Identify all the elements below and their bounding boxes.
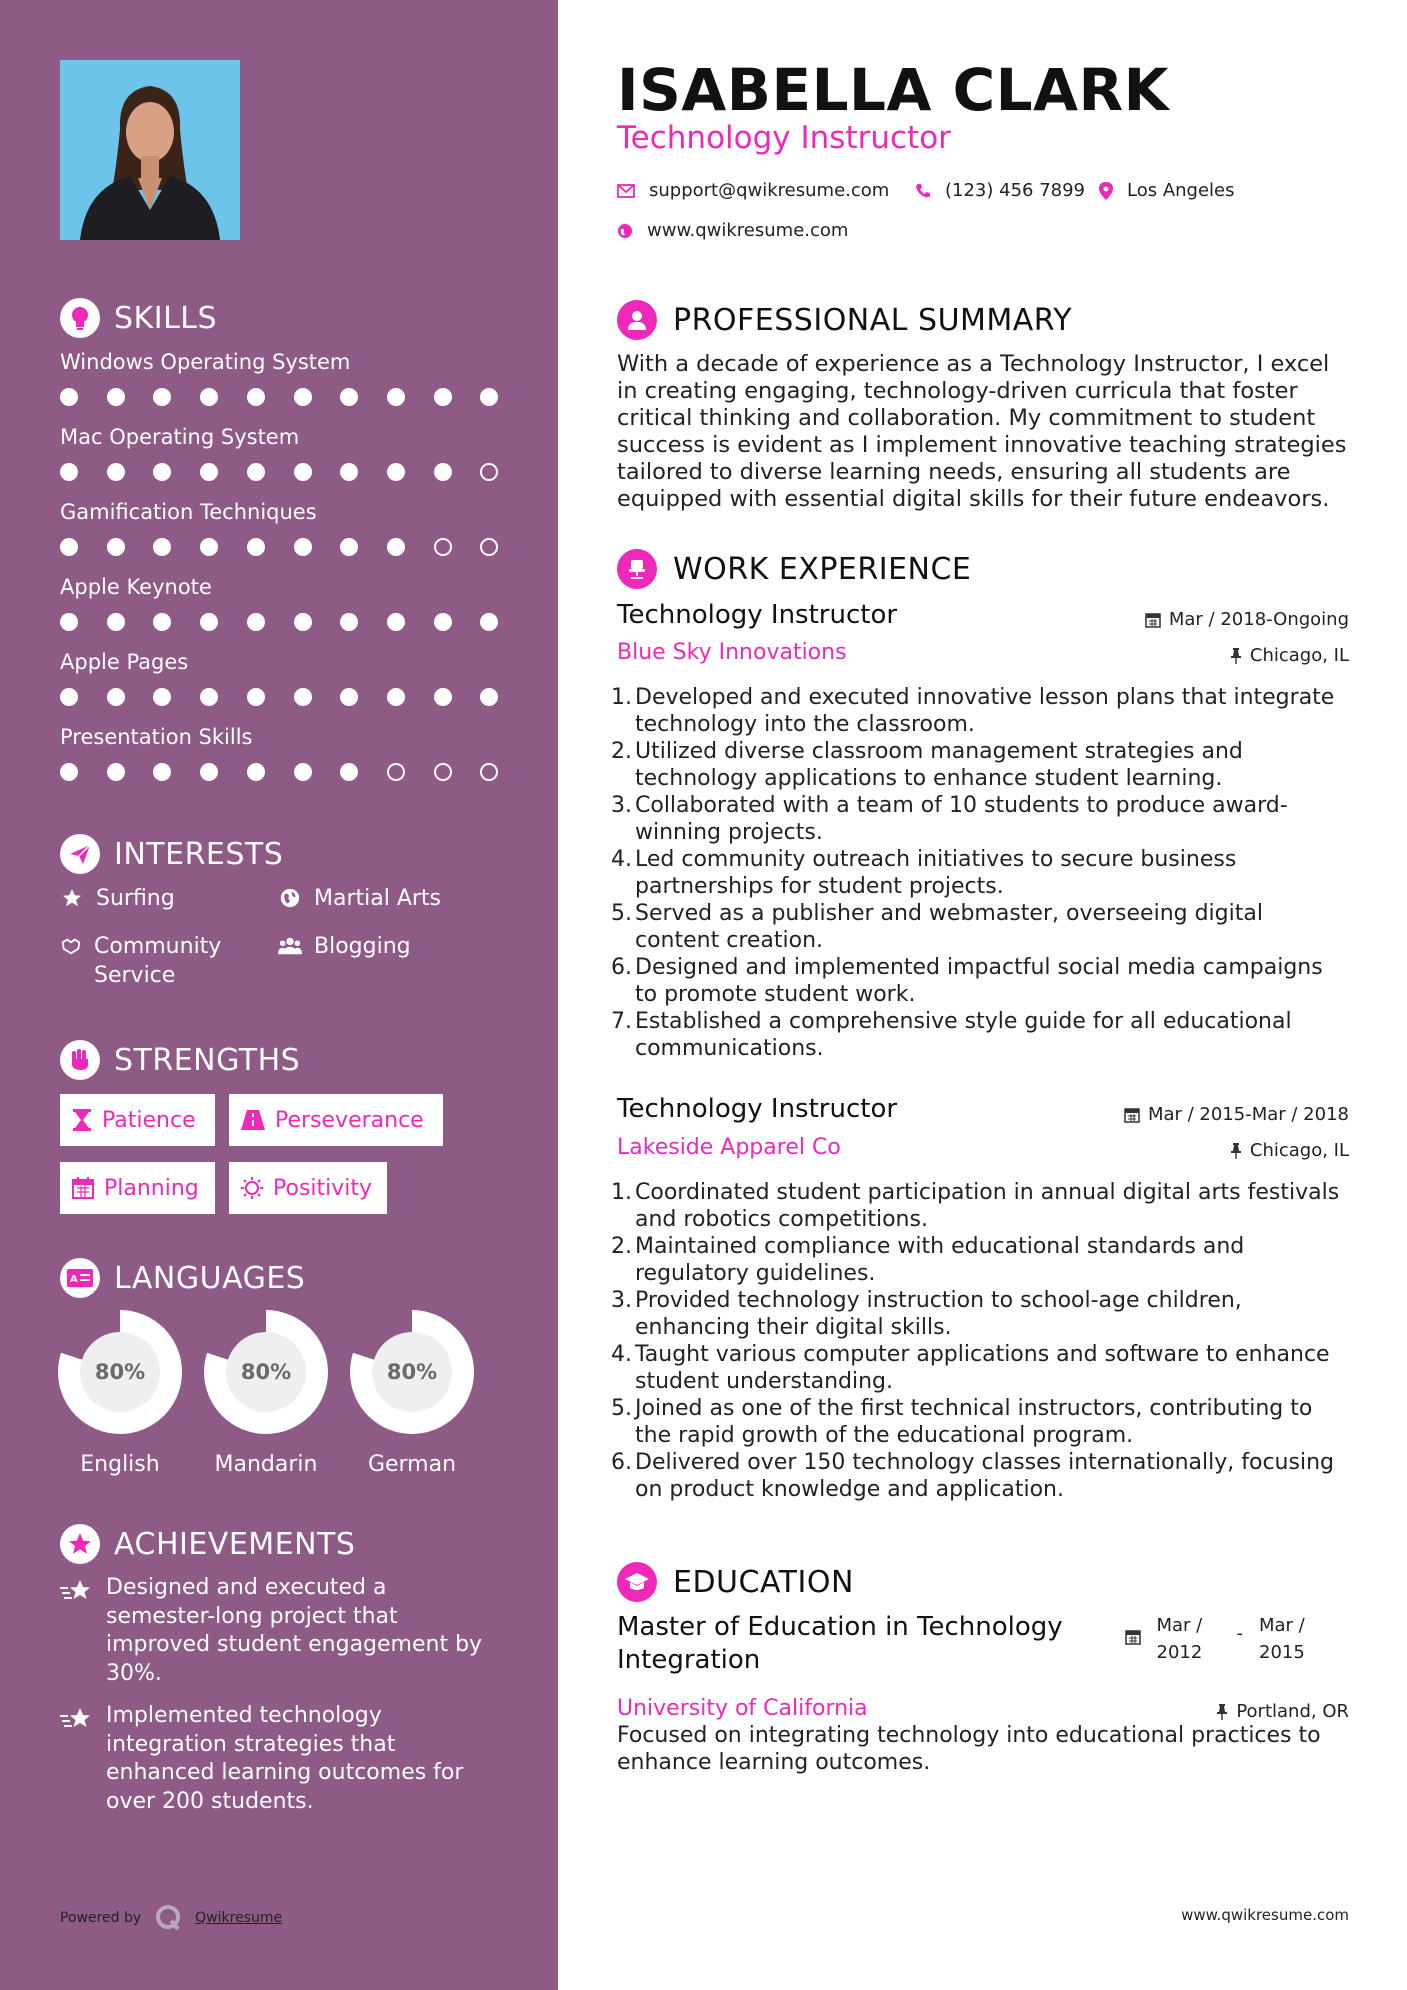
skill-name: Presentation Skills xyxy=(60,725,253,749)
languages-title: LANGUAGES xyxy=(114,1260,306,1296)
rating-dot-filled xyxy=(387,538,405,556)
qwikresume-link[interactable]: Qwikresume xyxy=(195,1910,283,1926)
rating-dot-filled xyxy=(60,763,78,781)
skill-item xyxy=(60,425,500,485)
strength-chip-patience: Patience xyxy=(60,1094,215,1146)
sidebar xyxy=(0,0,558,1990)
skill-item xyxy=(60,500,500,560)
strengths-title: STRENGTHS xyxy=(114,1042,301,1078)
contact-phone[interactable]: (123) 456 7899 xyxy=(915,180,1085,201)
rating-dot-filled xyxy=(200,388,218,406)
phone-icon xyxy=(915,183,931,199)
rating-dot-filled xyxy=(294,688,312,706)
rating-dot-empty xyxy=(480,763,498,781)
rating-dot-filled xyxy=(60,688,78,706)
skills-title: SKILLS xyxy=(114,300,218,336)
education-description: Focused on integrating technology into educational practices to enhance learning outcomes. xyxy=(617,1723,1321,1775)
job-title: Technology Instructor xyxy=(617,600,898,630)
rating-dot-filled xyxy=(200,763,218,781)
powered-by xyxy=(60,1903,282,1933)
rating-dot-empty xyxy=(434,538,452,556)
map-pin-icon xyxy=(1099,182,1113,200)
work-experience-title: WORK EXPERIENCE xyxy=(673,551,972,587)
globe-icon xyxy=(617,223,633,239)
shooting-star-icon xyxy=(60,1574,92,1688)
rating-dot-filled xyxy=(294,388,312,406)
rating-dot-filled xyxy=(153,463,171,481)
rating-dot-filled xyxy=(340,688,358,706)
skill-rating xyxy=(60,536,500,560)
job-bullet: Coordinated student participation in annual digital arts festivals and robotics competitions. xyxy=(635,1180,1340,1232)
pushpin-icon xyxy=(1216,1704,1228,1720)
skill-item xyxy=(60,350,500,410)
education-dates xyxy=(1125,1612,1324,1666)
school-name: University of California xyxy=(617,1696,868,1721)
svg-text:A: A xyxy=(70,1274,78,1285)
job-bullet: Provided technology instruction to school-age children, enhancing their digital skills. xyxy=(635,1288,1242,1340)
road-icon xyxy=(241,1110,265,1130)
job-bullet: Served as a publisher and webmaster, overseeing digital content creation. xyxy=(635,901,1263,953)
language-name: German xyxy=(367,1452,457,1477)
rating-dot-filled xyxy=(60,388,78,406)
interests-heading xyxy=(60,834,283,874)
sun-icon xyxy=(241,1177,263,1199)
rating-dot-filled xyxy=(247,688,265,706)
skill-name: Apple Keynote xyxy=(60,575,212,599)
rating-dot-filled xyxy=(434,388,452,406)
language-name: Mandarin xyxy=(214,1452,318,1477)
skill-name: Apple Pages xyxy=(60,650,189,674)
achievement-item: Designed and executed a semester-long project that improved student engagement by 30%. xyxy=(60,1574,500,1688)
rating-dot-filled xyxy=(107,763,125,781)
rating-dot-filled xyxy=(434,463,452,481)
user-icon xyxy=(617,300,657,340)
interest-item-martial-arts: Martial Arts xyxy=(278,884,441,913)
rating-dot-filled xyxy=(434,688,452,706)
skill-item xyxy=(60,725,500,785)
envelope-icon xyxy=(617,184,635,198)
strengths-heading xyxy=(60,1040,300,1080)
paper-plane-icon xyxy=(60,834,100,874)
language-level-ring xyxy=(350,1310,474,1434)
rating-dot-filled xyxy=(60,613,78,631)
achievement-item: Implemented technology integration strategies that enhanced learning outcomes for over 200 students. xyxy=(60,1702,500,1816)
job-dates: Mar / 2015-Mar / 2018 xyxy=(1124,1104,1349,1125)
education-title: EDUCATION xyxy=(673,1564,854,1600)
rating-dot-filled xyxy=(294,613,312,631)
skill-rating xyxy=(60,611,500,635)
rating-dot-filled xyxy=(153,538,171,556)
rating-dot-filled xyxy=(340,763,358,781)
candidate-name: ISABELLA CLARK xyxy=(617,56,1170,124)
rating-dot-filled xyxy=(480,613,498,631)
globe-icon xyxy=(278,884,302,910)
job-bullet: Established a comprehensive style guide for all educational communications. xyxy=(635,1009,1292,1061)
language-percent: 80% xyxy=(372,1332,452,1412)
award-star-icon xyxy=(60,1524,100,1564)
rating-dot-filled xyxy=(480,688,498,706)
rating-dot-empty xyxy=(387,763,405,781)
job-title: Technology Instructor xyxy=(617,1094,898,1124)
rating-dot-empty xyxy=(480,538,498,556)
rating-dot-filled xyxy=(107,538,125,556)
calendar-icon xyxy=(72,1177,94,1199)
strength-chip-planning: Planning xyxy=(60,1162,215,1214)
job-bullet: Designed and implemented impactful social media campaigns to promote student work. xyxy=(635,955,1323,1007)
rating-dot-filled xyxy=(200,613,218,631)
language-item xyxy=(204,1310,328,1477)
pushpin-icon xyxy=(1230,648,1242,664)
rating-dot-filled xyxy=(247,613,265,631)
rating-dot-filled xyxy=(387,613,405,631)
job-bullet: Utilized diverse classroom management strategies and technology applications to enhance student learning. xyxy=(635,739,1243,791)
hourglass-icon xyxy=(72,1109,92,1131)
profile-photo-image xyxy=(60,60,240,240)
strength-chip-perseverance: Perseverance xyxy=(229,1094,443,1146)
language-level-ring xyxy=(204,1310,328,1434)
work-experience-heading xyxy=(617,549,971,589)
candidate-title: Technology Instructor xyxy=(617,120,951,156)
office-chair-icon xyxy=(617,549,657,589)
job-bullet: Collaborated with a team of 10 students to produce award-winning projects. xyxy=(635,793,1288,845)
handshake-icon xyxy=(60,932,82,958)
education-end: Mar / 2015 xyxy=(1259,1615,1305,1663)
job-bullet: Maintained compliance with educational standards and regulatory guidelines. xyxy=(635,1234,1245,1286)
rating-dot-empty xyxy=(434,763,452,781)
language-name: English xyxy=(80,1452,160,1477)
summary-title: PROFESSIONAL SUMMARY xyxy=(673,302,1073,338)
rating-dot-filled xyxy=(200,688,218,706)
calendar-icon xyxy=(1145,612,1161,628)
rating-dot-filled xyxy=(387,688,405,706)
skill-name: Mac Operating System xyxy=(60,425,300,449)
job-location: Chicago, IL xyxy=(1230,645,1349,666)
interest-item-community-service: Community Service xyxy=(60,932,260,990)
rating-dot-filled xyxy=(247,763,265,781)
job-bullet: Taught various computer applications and software to enhance student understanding. xyxy=(635,1342,1330,1394)
language-item xyxy=(58,1310,182,1477)
interest-item-blogging: Blogging xyxy=(278,932,411,961)
rating-dot-filled xyxy=(340,538,358,556)
rating-dot-filled xyxy=(60,463,78,481)
main-content xyxy=(617,0,1349,1990)
education-heading xyxy=(617,1562,854,1602)
rating-dot-filled xyxy=(153,613,171,631)
rating-dot-filled xyxy=(340,613,358,631)
summary-text: With a decade of experience as a Technology Instructor, I excel in creating engaging, technology-driven curricula that foster critical thinking and collaboration. My commitment to student success is evident as I implement innovative teaching strategies tailored to diverse learning needs, ensuring all students are equipped with essential digital skills for their future endeavors. xyxy=(617,351,1347,512)
interests-title: INTERESTS xyxy=(114,836,284,872)
skill-item xyxy=(60,650,500,710)
strength-chip-positivity: Positivity xyxy=(229,1162,387,1214)
achievements-title: ACHIEVEMENTS xyxy=(114,1526,356,1562)
language-level-ring xyxy=(58,1310,182,1434)
rating-dot-filled xyxy=(247,538,265,556)
language-percent: 80% xyxy=(226,1332,306,1412)
skill-rating xyxy=(60,686,500,710)
profile-photo xyxy=(60,60,240,240)
rating-dot-filled xyxy=(107,613,125,631)
shooting-star-icon xyxy=(60,1702,92,1816)
language-item xyxy=(350,1310,474,1477)
rating-dot-empty xyxy=(480,463,498,481)
star-icon xyxy=(60,884,84,910)
skill-rating xyxy=(60,461,500,485)
rating-dot-filled xyxy=(480,388,498,406)
education-start: Mar / 2012 xyxy=(1156,1615,1203,1663)
rating-dot-filled xyxy=(153,388,171,406)
achievements-heading xyxy=(60,1524,355,1564)
education-date-separator: - xyxy=(1236,1623,1243,1644)
rating-dot-filled xyxy=(434,613,452,631)
rating-dot-filled xyxy=(60,538,78,556)
powered-by-label: Powered by xyxy=(60,1910,142,1926)
fist-icon xyxy=(60,1040,100,1080)
job-bullet: Led community outreach initiatives to secure business partnerships for student projects. xyxy=(635,847,1237,899)
graduation-cap-icon xyxy=(617,1562,657,1602)
languages-heading xyxy=(60,1258,305,1298)
rating-dot-filled xyxy=(107,463,125,481)
calendar-icon xyxy=(1124,1107,1140,1123)
rating-dot-filled xyxy=(387,388,405,406)
skill-rating xyxy=(60,761,500,785)
rating-dot-filled xyxy=(200,463,218,481)
qwikresume-logo-icon xyxy=(153,1903,183,1933)
summary-heading xyxy=(617,300,1072,340)
skill-name: Windows Operating System xyxy=(60,350,351,374)
job-company: Blue Sky Innovations xyxy=(617,640,847,665)
users-icon xyxy=(278,932,302,958)
rating-dot-filled xyxy=(387,463,405,481)
contact-location: Los Angeles xyxy=(1099,180,1235,201)
rating-dot-filled xyxy=(107,688,125,706)
job-company: Lakeside Apparel Co xyxy=(617,1135,841,1160)
job-location: Chicago, IL xyxy=(1230,1140,1349,1161)
skill-name: Gamification Techniques xyxy=(60,500,317,524)
rating-dot-filled xyxy=(107,388,125,406)
job-bullets xyxy=(617,1179,1349,1503)
footer-url[interactable]: www.qwikresume.com xyxy=(1181,1906,1349,1924)
language-card-icon xyxy=(60,1258,100,1298)
rating-dot-filled xyxy=(340,388,358,406)
education-location: Portland, OR xyxy=(1216,1701,1349,1722)
rating-dot-filled xyxy=(294,763,312,781)
rating-dot-filled xyxy=(247,388,265,406)
rating-dot-filled xyxy=(340,463,358,481)
skill-item xyxy=(60,575,500,635)
job-bullets xyxy=(617,684,1349,1062)
job-bullet: Joined as one of the first technical instructors, contributing to the rapid growth of the educational program. xyxy=(635,1396,1313,1448)
rating-dot-filled xyxy=(200,538,218,556)
calendar-icon xyxy=(1125,1629,1141,1645)
rating-dot-filled xyxy=(247,463,265,481)
rating-dot-filled xyxy=(294,463,312,481)
skill-rating xyxy=(60,386,500,410)
lightbulb-icon xyxy=(60,298,100,338)
pushpin-icon xyxy=(1230,1143,1242,1159)
job-dates: Mar / 2018-Ongoing xyxy=(1145,609,1349,630)
contact-website[interactable]: www.qwikresume.com xyxy=(617,220,848,241)
interest-item-surfing: Surfing xyxy=(60,884,175,913)
language-percent: 80% xyxy=(80,1332,160,1412)
rating-dot-filled xyxy=(294,538,312,556)
job-bullet: Delivered over 150 technology classes internationally, focusing on product knowledge and application. xyxy=(635,1450,1334,1502)
rating-dot-filled xyxy=(153,763,171,781)
skills-heading xyxy=(60,298,217,338)
job-bullet: Developed and executed innovative lesson plans that integrate technology into the classroom. xyxy=(635,685,1335,737)
contact-email[interactable]: support@qwikresume.com xyxy=(617,180,889,201)
rating-dot-filled xyxy=(153,688,171,706)
degree-title: Master of Education in Technology Integration xyxy=(617,1612,1063,1675)
